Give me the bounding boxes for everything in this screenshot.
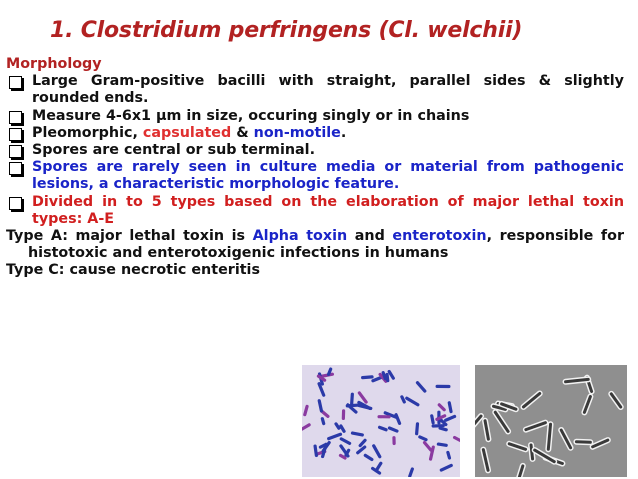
slide-title: 1. Clostridium perfringens (Cl. welchii) [50, 18, 523, 43]
bacillus-rod [383, 373, 385, 379]
type-a-text: and [347, 228, 393, 245]
bacillus-rod [319, 401, 321, 411]
bacillus-rod [387, 374, 388, 380]
bacillus-rod [576, 442, 590, 443]
bacillus-rod [438, 444, 446, 445]
bullet-text: Large Gram-positive bacilli with straight, parallel sides & slightly rounded ends. [32, 73, 624, 107]
bacillus-rod [449, 403, 451, 412]
bacillus-rod [363, 377, 372, 378]
bullet-text: Divided in to 5 types based on the elaboration of major lethal toxin types: A-E [32, 193, 624, 227]
type-a-description [6, 228, 624, 262]
bacillus-rod [322, 419, 323, 424]
checkbox-bullet-icon [9, 197, 22, 210]
checkbox-bullet-icon [9, 128, 22, 141]
bacillus-rod [531, 445, 533, 459]
bullet-text: Pleomorphic, [32, 124, 143, 141]
bullet-text: & [231, 124, 254, 141]
slide-content [6, 56, 624, 280]
bacillus-rod [329, 369, 331, 374]
bullet-text: Spores are central or sub terminal. [32, 142, 316, 159]
checkbox-bullet-icon [9, 76, 22, 89]
bullet-pleomorphic [6, 125, 624, 142]
type-a-text: , responsible for histotoxic and enterotoxigenic infections in humans [28, 228, 625, 262]
checkbox-bullet-icon [9, 162, 22, 175]
type-c-description: Type C: cause necrotic enteritis [6, 262, 260, 279]
checkbox-bullet-icon [9, 145, 22, 158]
gram-stain-micrograph [302, 365, 460, 477]
bacillus-rod [432, 416, 433, 423]
bullet-spores-position [6, 142, 624, 159]
section-heading: Morphology [6, 56, 102, 72]
bacillus-rod [305, 406, 307, 414]
bullet-toxin-types [6, 194, 624, 228]
bacillus-rod [440, 428, 446, 430]
capsulated-highlight: capsulated [142, 124, 232, 141]
bullet-text: Measure 4-6x1 μm in size, occuring singly or in chains [32, 107, 470, 124]
bullet-gram-positive [6, 73, 624, 107]
alpha-toxin-highlight: Alpha toxin [252, 228, 348, 245]
type-a-text: Type A: major lethal toxin is [6, 228, 253, 245]
checkbox-bullet-icon [9, 111, 22, 124]
bacillus-rod [315, 446, 316, 455]
bacillus-rod [448, 452, 450, 457]
bullet-size [6, 108, 624, 125]
bacillus-rod [347, 405, 358, 406]
bacillus-rod [417, 424, 418, 434]
enterotoxin-highlight: enterotoxin [392, 228, 487, 245]
bacillus-rod [402, 397, 404, 402]
bacillus-rod [352, 433, 362, 435]
bacillus-rod [352, 394, 353, 404]
bullet-spores-rare [6, 159, 624, 193]
non-motile-highlight: non-motile [253, 124, 341, 141]
bullet-text: Spores are rarely seen in culture media or material from pathogenic lesions, a characteristic morphologic feature. [32, 159, 624, 193]
phase-contrast-micrograph [475, 365, 627, 477]
bullet-text: . [340, 124, 347, 141]
